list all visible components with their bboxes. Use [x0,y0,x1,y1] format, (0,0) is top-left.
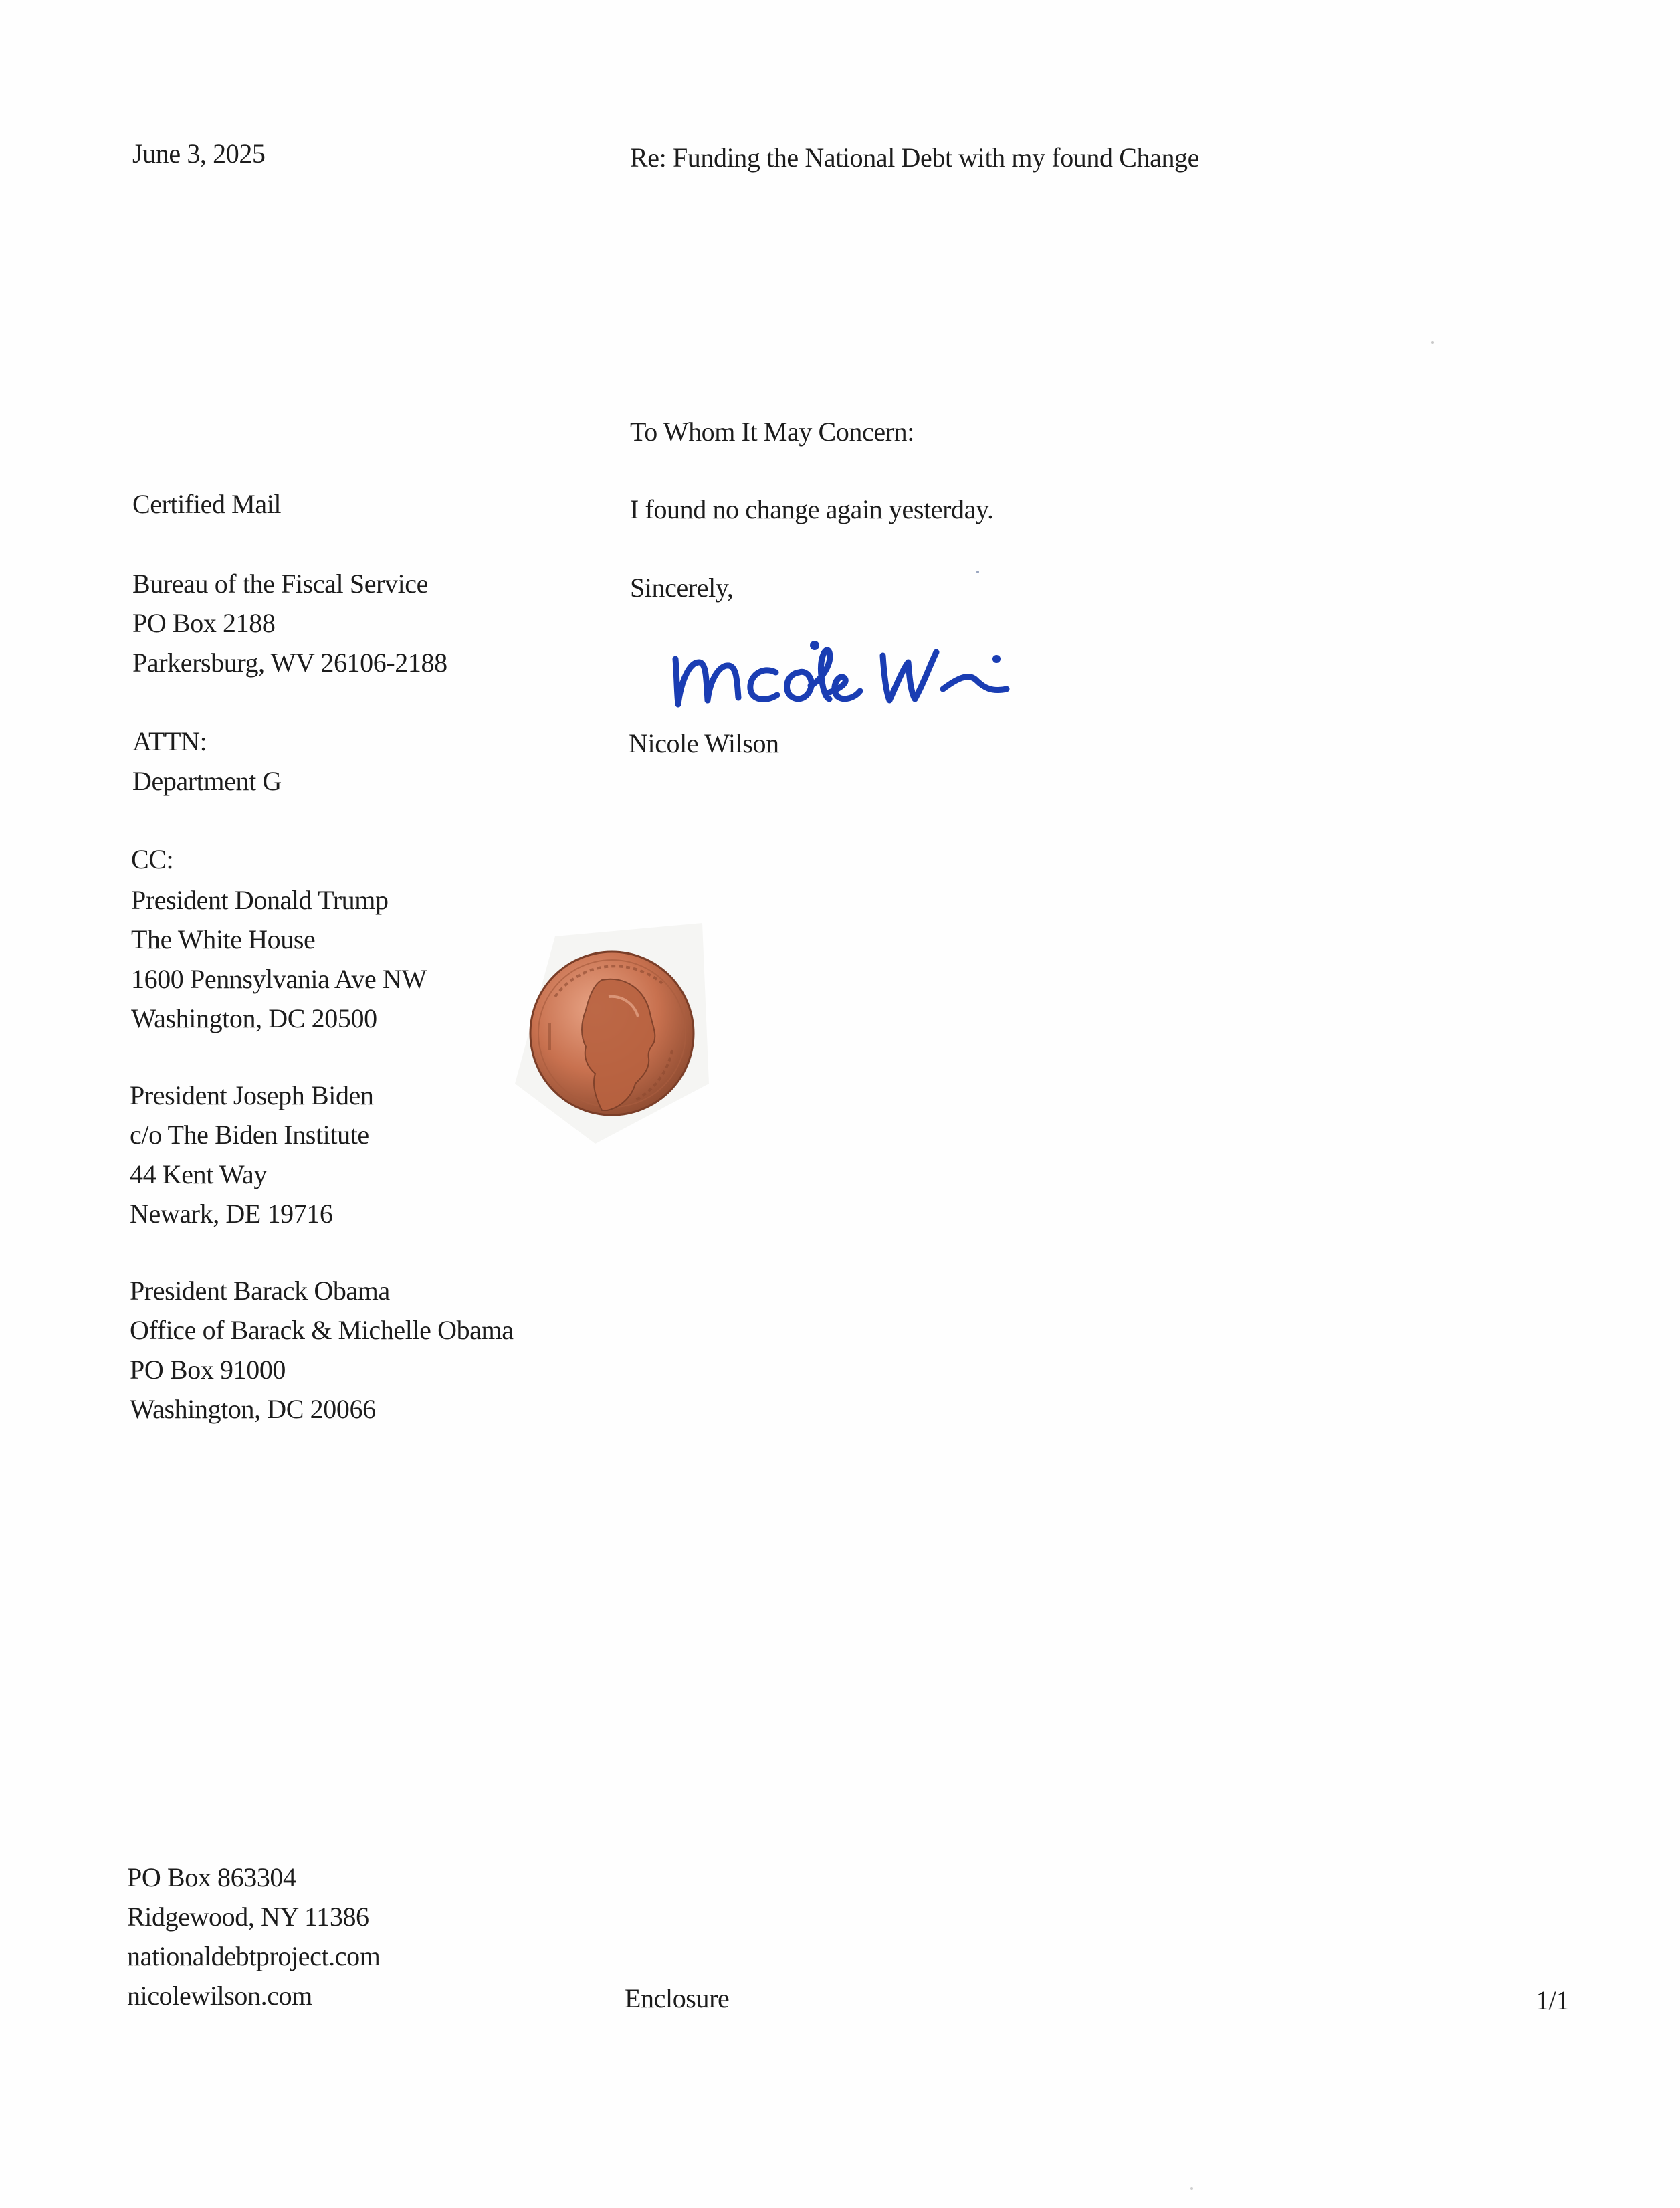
letter-date: June 3, 2025 [132,138,266,169]
page-number: 1/1 [1536,1985,1569,2015]
penny-image [502,916,716,1157]
cc-line: The White House [131,924,316,955]
cc-line: Newark, DE 19716 [130,1199,333,1229]
recipient-address [132,564,447,682]
closing: Sincerely, [630,573,734,603]
scan-speck [976,571,979,573]
cc-line: President Donald Trump [131,885,389,915]
signer-name: Nicole Wilson [629,728,779,759]
cc-line: President Barack Obama [130,1276,390,1306]
cc-line: Office of Barack & Michelle Obama [130,1315,514,1345]
cc-line: Washington, DC 20066 [130,1394,376,1424]
handwritten-signature [662,625,1017,719]
recipient-line: PO Box 2188 [132,608,276,638]
recipient-line: Parkersburg, WV 26106-2188 [132,647,447,678]
scan-speck [1190,2187,1193,2190]
cc-line: President Joseph Biden [130,1080,374,1110]
sender-line: PO Box 863304 [127,1862,296,1892]
letter-subject: Re: Funding the National Debt with my found Change [630,142,1199,173]
cc-label: CC: [131,844,174,874]
cc-line: Washington, DC 20500 [131,1003,377,1033]
salutation: To Whom It May Concern: [630,417,914,447]
sender-link-national-debt-project: nationaldebtproject.com [127,1941,381,1971]
sender-link-nicole-wilson: nicolewilson.com [127,1981,312,2011]
cc-line: c/o The Biden Institute [130,1120,369,1150]
letter-body: I found no change again yesterday. [630,494,994,524]
cc-line: 44 Kent Way [130,1159,267,1189]
cc-line: PO Box 91000 [130,1354,286,1385]
cc-address-biden [130,1076,374,1233]
recipient-line: Bureau of the Fiscal Service [132,569,428,599]
cc-line: 1600 Pennsylvania Ave NW [131,964,427,994]
sender-address [127,1858,380,2015]
enclosure-label: Enclosure [625,1983,730,2013]
attn-block [132,722,282,801]
mailing-method: Certified Mail [132,489,282,519]
attn-label: ATTN: [132,726,207,757]
attn-department: Department G [132,766,282,796]
sender-line: Ridgewood, NY 11386 [127,1902,369,1932]
scan-speck [1431,341,1434,344]
cc-address-obama [130,1271,514,1429]
cc-address-trump [131,880,427,1038]
